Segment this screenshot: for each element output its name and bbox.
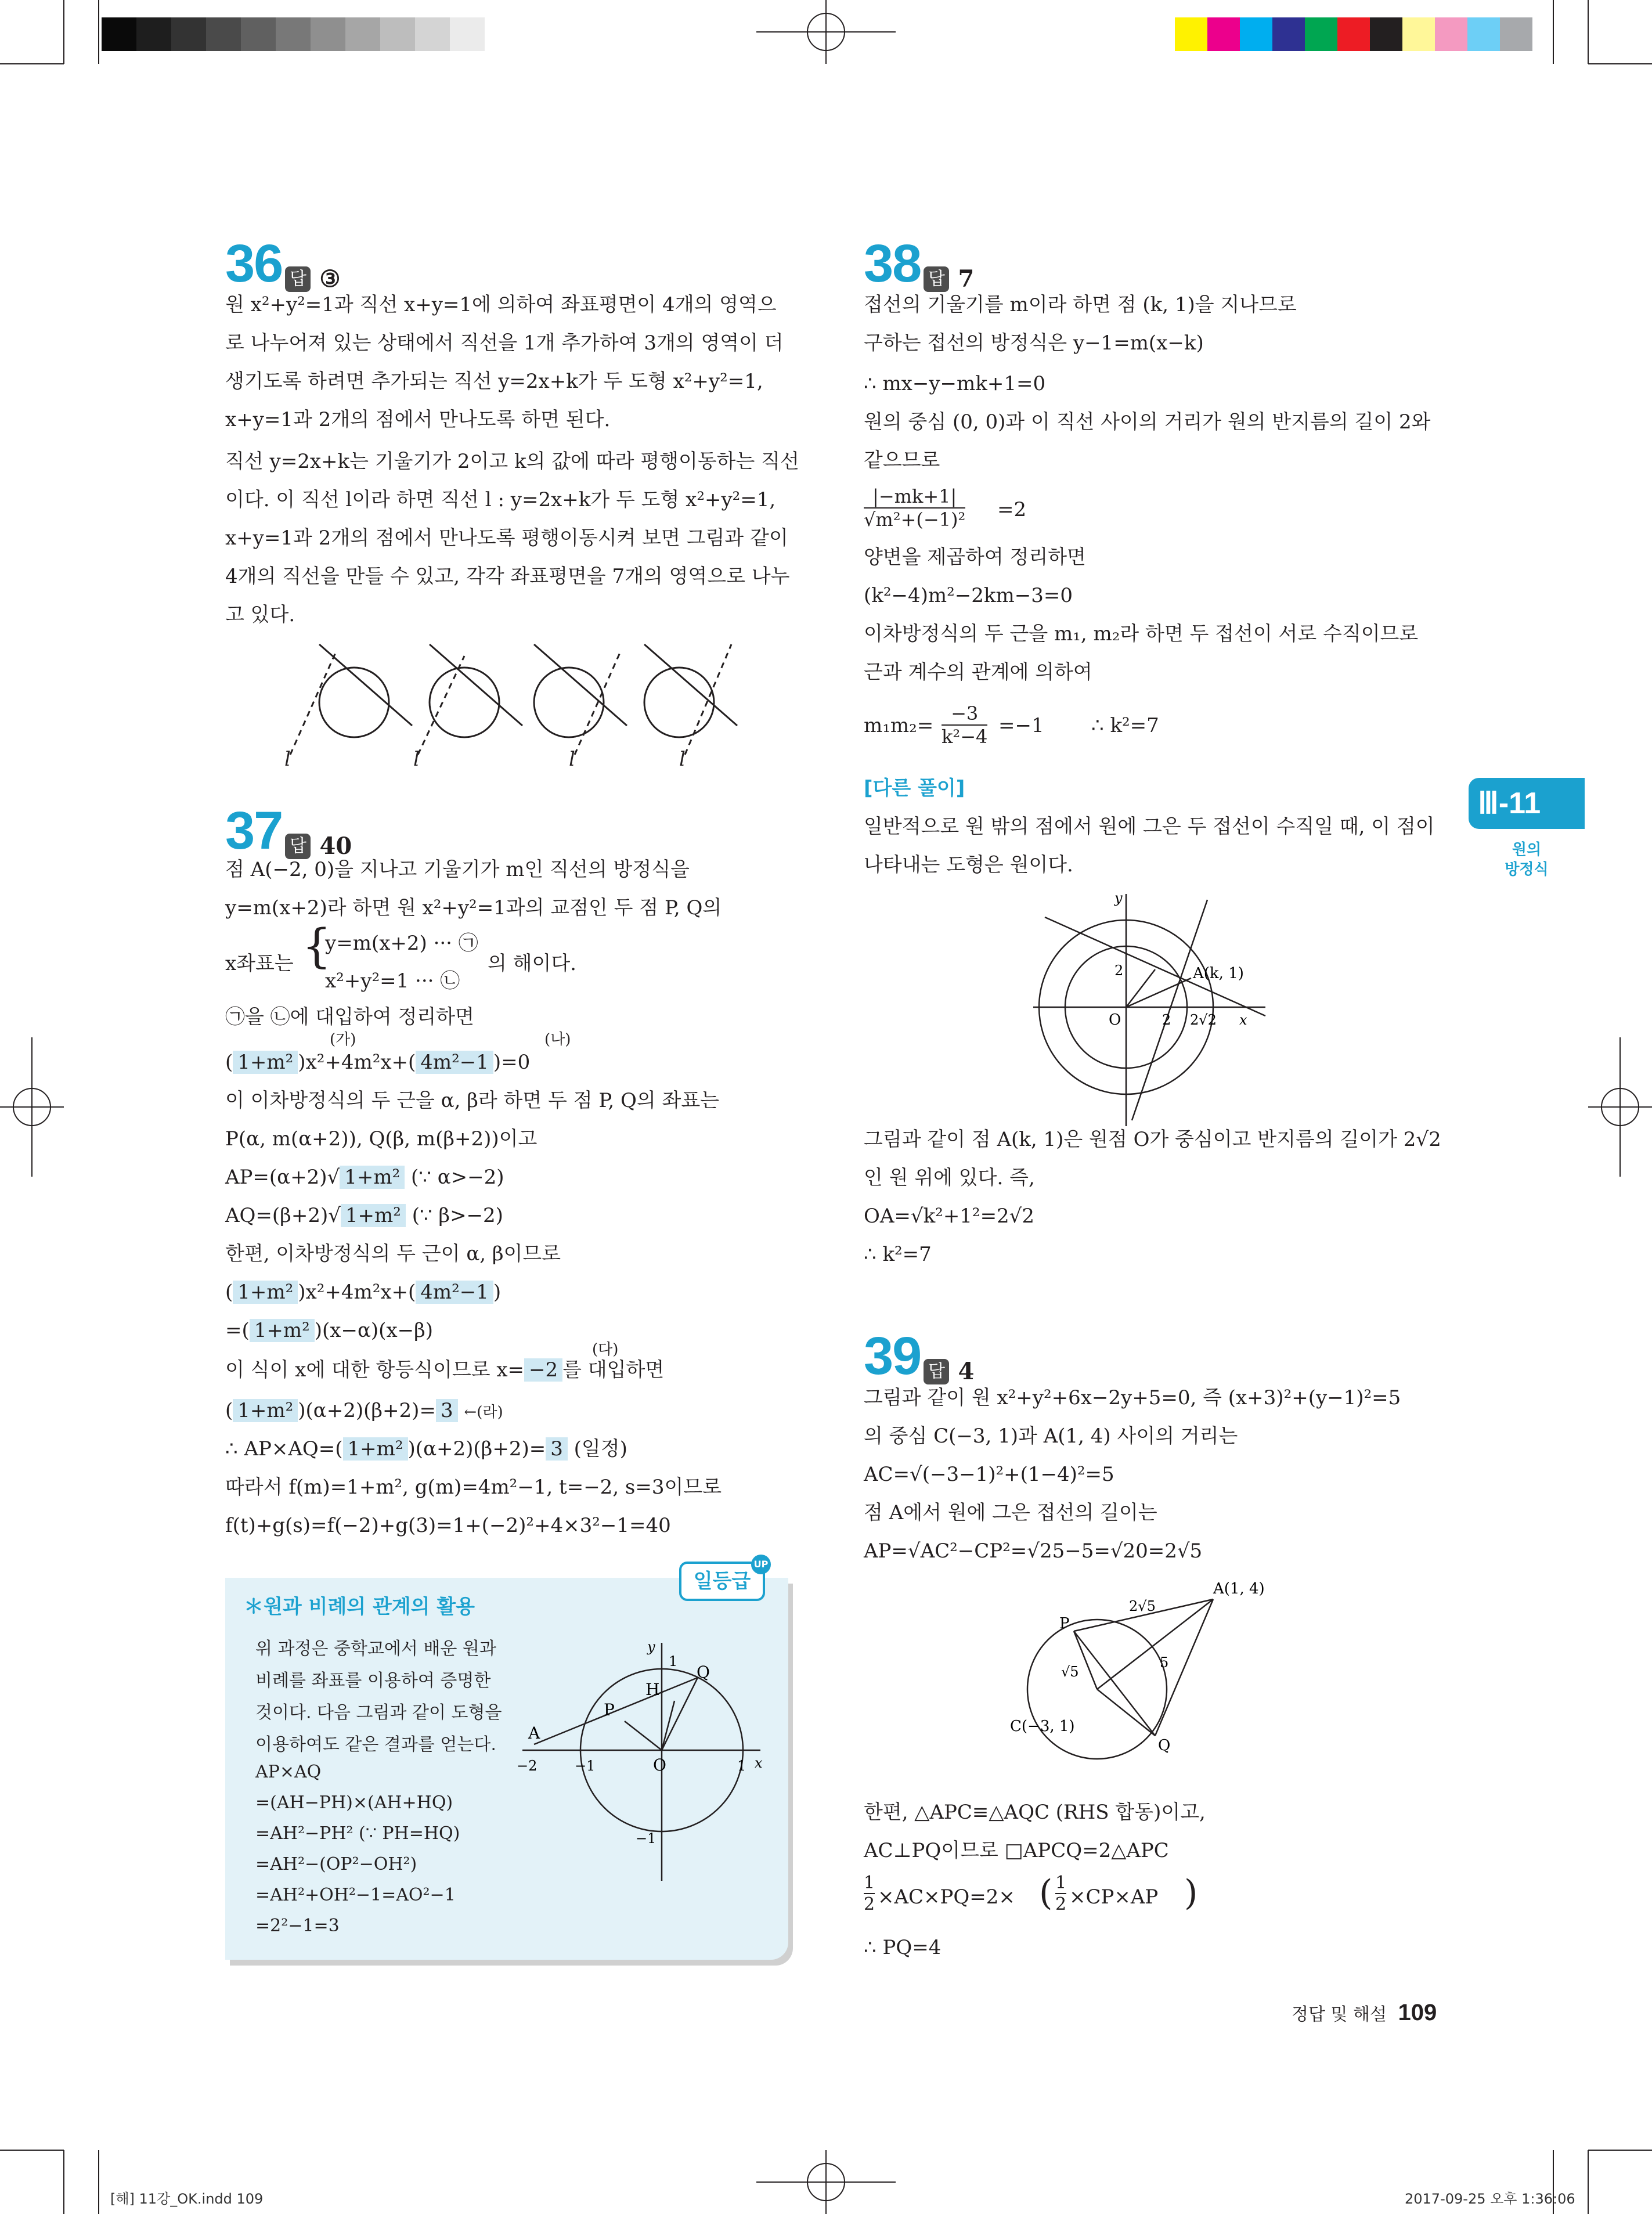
- tip-text: 이용하여도 같은 결과를 얻는다.: [255, 1735, 496, 1755]
- text-line: 4개의 직선을 만들 수 있고, 각각 좌표평면을 7개의 영역으로 나누: [225, 565, 790, 588]
- paren: ): [1184, 1873, 1198, 1913]
- math-line: ( 1+m² )x²+4m²x+( 4m²−1 )=0: [225, 1051, 531, 1074]
- chapter-label-line2: 방정식: [1505, 860, 1549, 878]
- fig-A: A(k, 1): [1193, 965, 1244, 982]
- text-line: 직선 y=2x+k는 기울기가 2이고 k의 값에 따라 평행이동하는 직선: [225, 450, 799, 473]
- fig-A: A(1, 4): [1213, 1580, 1265, 1598]
- slug-right: 2017-09-25 오후 1:36:06: [1405, 2191, 1575, 2207]
- slug-left: [해] 11강_OK.indd 109: [110, 2191, 264, 2207]
- text-line: f(t)+g(s)=f(−2)+g(3)=1+(−2)²+4×3²−1=40: [225, 1514, 671, 1537]
- tip-badge: 일등급 UP: [679, 1562, 765, 1601]
- tip-figure: [517, 1637, 772, 1892]
- figure-label: l: [413, 748, 420, 771]
- blank: 1+m²: [233, 1399, 298, 1422]
- math-line: 이 식이 x에 대한 항등식이므로 x= −2 를 대입하면: [225, 1358, 665, 1382]
- text-line: ∴ k²=7: [864, 1243, 932, 1266]
- tip-math: =2²−1=3: [255, 1916, 340, 1936]
- text-line: 고 있다.: [225, 603, 295, 626]
- fig-y: y: [647, 1639, 655, 1655]
- fig-P: P: [604, 1700, 615, 1719]
- text-line: ×AC×PQ=2×: [878, 1885, 1015, 1909]
- chapter-label-line1: 원의: [1512, 841, 1542, 859]
- question-number: 38: [864, 234, 921, 293]
- blank: 1+m²: [343, 1437, 408, 1461]
- text-line: 한편, 이차방정식의 두 근이 α, β이므로: [225, 1242, 561, 1265]
- blank: 1+m²: [341, 1204, 406, 1227]
- fig-label: 2√2: [1190, 1012, 1217, 1028]
- answer-value: ③: [319, 265, 341, 293]
- text-line: AC⊥PQ이므로 □APCQ=2△APC: [864, 1839, 1169, 1862]
- text-line: 근과 계수의 관계에 의하여: [864, 661, 1092, 684]
- figure-label: l: [284, 748, 291, 771]
- q39-header: [864, 1326, 975, 1386]
- fraction: [864, 485, 965, 531]
- fig-P: P: [1059, 1615, 1070, 1632]
- chapter-tab: Ⅲ-11: [1469, 778, 1585, 829]
- fig-y: y: [1114, 890, 1123, 906]
- tip-text: 비례를 좌표를 이용하여 증명한: [255, 1671, 491, 1691]
- answer-badge: 답: [924, 1359, 949, 1384]
- fig-label: 2: [1162, 1012, 1171, 1028]
- blank-da: −2: [524, 1358, 562, 1382]
- text-line: 원의 중심 (0, 0)과 이 직선 사이의 거리가 원의 반지름의 길이 2와: [864, 410, 1431, 434]
- fig-A: A: [528, 1723, 540, 1743]
- text-line: y=m(x+2)라 하면 원 x²+y²=1과의 교점인 두 점 P, Q의: [225, 896, 722, 920]
- tip-title: ＊원과 비례의 관계의 활용: [244, 1595, 475, 1618]
- fig-C: C(−3, 1): [1010, 1718, 1075, 1735]
- math-line: ∴ AP×AQ=( 1+m² )(α+2)(β+2)= 3 (일정): [225, 1437, 627, 1461]
- fraction: [1055, 1873, 1066, 1914]
- text-line: 일반적으로 원 밖의 점에서 원에 그은 두 접선이 수직일 때, 이 점이: [864, 815, 1435, 838]
- text-line: ∴ PQ=4: [864, 1936, 942, 1959]
- tip-math: =AH²−(OP²−OH²): [255, 1854, 417, 1874]
- text-line: 한편, △APC≡△AQC (RHS 합동)이고,: [864, 1801, 1206, 1824]
- text-line: 점 A(−2, 0)을 지나고 기울기가 m인 직선의 방정식을: [225, 858, 690, 881]
- paren: (: [1039, 1873, 1053, 1913]
- fig-tick: −1: [636, 1830, 657, 1847]
- frac-num: 1: [1055, 1873, 1067, 1893]
- tip-text: 것이다. 다음 그림과 같이 도형을: [255, 1703, 502, 1723]
- text-line: 의 중심 C(−3, 1)과 A(1, 4) 사이의 거리는: [864, 1425, 1238, 1448]
- fig-x: x: [1239, 1012, 1247, 1028]
- system-eq-2: x²+y²=1 ··· ㉡: [325, 969, 460, 993]
- text-line: =−1: [998, 714, 1044, 737]
- text-line: x좌표는: [225, 952, 294, 975]
- text-line: AC=√(−3−1)²+(1−4)²=5: [864, 1463, 1114, 1486]
- fig-H: H: [645, 1680, 660, 1699]
- fig-tick: 1: [669, 1653, 678, 1669]
- q39-figure: [1010, 1579, 1289, 1765]
- tip-text: 위 과정은 중학교에서 배운 원과: [255, 1639, 496, 1659]
- text-line: 이차방정식의 두 근을 m₁, m₂라 하면 두 접선이 서로 수직이므로: [864, 622, 1419, 646]
- alt-solution-title: [다른 풀이]: [864, 777, 965, 800]
- page-footer: [1292, 2000, 1437, 2026]
- blank: 3: [546, 1437, 568, 1461]
- frac-num: 1: [864, 1873, 875, 1893]
- text-line: m₁m₂=: [864, 714, 934, 737]
- figure-label: l: [679, 748, 686, 771]
- answer-value: 4: [958, 1358, 975, 1385]
- text-line: 양변을 제곱하여 정리하면: [864, 546, 1086, 569]
- figure-label: l: [569, 748, 575, 771]
- text-line: ×CP×AP: [1069, 1885, 1159, 1909]
- text-line: 따라서 f(m)=1+m², g(m)=4m²−1, t=−2, s=3이므로: [225, 1476, 722, 1499]
- blank: 1+m²: [233, 1281, 298, 1304]
- fig-tick: −1: [575, 1758, 596, 1774]
- math-line: ( 1+m² )x²+4m²x+( 4m²−1 ): [225, 1281, 502, 1304]
- text-line: 그림과 같이 원 x²+y²+6x−2y+5=0, 즉 (x+3)²+(y−1)²=5: [864, 1386, 1401, 1409]
- badge-sup: UP: [751, 1555, 771, 1574]
- text-line: =2: [997, 498, 1027, 521]
- math-line: =( 1+m² )(x−α)(x−β): [225, 1319, 434, 1342]
- answer-value: 7: [958, 265, 975, 293]
- frac-num: |−mk+1|: [864, 485, 965, 509]
- math-line: AP=(α+2)√ 1+m² (∵ α>−2): [225, 1166, 504, 1189]
- mark-label: ←(라): [464, 1404, 503, 1421]
- text-line: 점 A에서 원에 그은 접선의 길이는: [864, 1501, 1157, 1524]
- text-line: x+y=1과 2개의 점에서 만나도록 하면 된다.: [225, 408, 611, 431]
- tip-math: AP×AQ: [255, 1762, 322, 1782]
- blank: 4m²−1: [416, 1281, 493, 1304]
- system-eq-1: y=m(x+2) ··· ㉠: [325, 932, 478, 955]
- text-line: AP=√AC²−CP²=√25−5=√20=2√5: [864, 1539, 1203, 1563]
- footer-label: 정답 및 해설: [1292, 2004, 1387, 2025]
- q38-header: [864, 234, 975, 293]
- fig-label: 5: [1160, 1654, 1169, 1671]
- mark-label: (가): [330, 1031, 356, 1048]
- text-line: 나타내는 도형은 원이다.: [864, 853, 1073, 877]
- fraction: [942, 702, 987, 748]
- fig-x: x: [755, 1755, 763, 1771]
- frac-den: 2: [864, 1894, 875, 1914]
- q37-header: [225, 801, 352, 860]
- blank-ga: 1+m²: [233, 1051, 298, 1074]
- frac-den: 2: [1055, 1894, 1067, 1914]
- answer-badge: 답: [285, 266, 311, 292]
- page-number: 109: [1398, 2000, 1437, 2025]
- fig-label: 2: [1114, 962, 1124, 979]
- fig-tick: 1: [737, 1758, 746, 1774]
- text-line: 의 해이다.: [488, 952, 576, 975]
- text-line: (k²−4)m²−2km−3=0: [864, 584, 1073, 607]
- math-line: ( 1+m² )(α+2)(β+2)= 3 ←(라): [225, 1399, 503, 1422]
- text-line: 그림과 같이 점 A(k, 1)은 원점 O가 중심이고 반지름의 길이가 2√2: [864, 1128, 1441, 1151]
- text-line: 이다. 이 직선 l이라 하면 직선 l : y=2x+k가 두 도형 x²+y²=1,: [225, 488, 776, 511]
- frac-num: −3: [942, 702, 987, 726]
- tip-math: =AH²−PH² (∵ PH=HQ): [255, 1823, 460, 1844]
- fig-label: √5: [1061, 1664, 1079, 1680]
- fig-label: 2√5: [1129, 1598, 1156, 1614]
- answer-value: 40: [319, 832, 352, 860]
- question-number: 36: [225, 234, 283, 293]
- text-line: P(α, m(α+2)), Q(β, m(β+2))이고: [225, 1127, 538, 1151]
- q36-header: [225, 234, 341, 293]
- text-line: 접선의 기울기를 m이라 하면 점 (k, 1)을 지나므로: [864, 293, 1297, 316]
- frac-den: k²−4: [942, 726, 988, 748]
- text-line: 로 나누어져 있는 상태에서 직선을 1개 추가하여 3개의 영역이 더: [225, 331, 784, 355]
- tip-math: =(AH−PH)×(AH+HQ): [255, 1793, 453, 1813]
- text-line: 구하는 접선의 방정식은 y−1=m(x−k): [864, 331, 1204, 355]
- text-line: 원 x²+y²=1과 직선 x+y=1에 의하여 좌표평면이 4개의 영역으: [225, 293, 777, 316]
- mark-label: (나): [544, 1031, 571, 1048]
- blank-na: 4m²−1: [416, 1051, 493, 1074]
- text-line: 인 원 위에 있다. 즉,: [864, 1166, 1035, 1189]
- blank: 1+m²: [340, 1166, 405, 1189]
- mark-label: (다): [592, 1341, 619, 1358]
- chapter-label: [1486, 841, 1567, 880]
- text-line: OA=√k²+1²=2√2: [864, 1205, 1034, 1228]
- fig-Q: Q: [697, 1663, 710, 1682]
- q38-figure: [1033, 888, 1277, 1132]
- blank: 1+m²: [250, 1319, 315, 1342]
- text-line: x+y=1과 2개의 점에서 만나도록 평행이동시켜 보면 그림과 같이: [225, 527, 788, 550]
- fig-O: O: [653, 1755, 666, 1775]
- frac-den: √m²+(−1)²: [864, 509, 966, 531]
- math-line: AQ=(β+2)√ 1+m² (∵ β>−2): [225, 1204, 503, 1227]
- text-line: ㉠을 ㉡에 대입하여 정리하면: [225, 1005, 474, 1029]
- fig-Q: Q: [1158, 1737, 1171, 1754]
- text-line: ∴ mx−y−mk+1=0: [864, 372, 1046, 395]
- brace: {: [302, 919, 331, 973]
- text-line: ∴ k²=7: [1091, 714, 1159, 737]
- blank-ra: 3: [436, 1399, 458, 1422]
- text-line: 이 이차방정식의 두 근을 α, β라 하면 두 점 P, Q의 좌표는: [225, 1089, 720, 1112]
- answer-badge: 답: [285, 834, 311, 859]
- text-line: 같으므로: [864, 449, 940, 472]
- fig-O: O: [1109, 1011, 1121, 1029]
- text-line: 생기도록 하려면 추가되는 직선 y=2x+k가 두 도형 x²+y²=1,: [225, 370, 763, 393]
- fraction: [864, 1873, 875, 1914]
- question-number: 37: [225, 801, 283, 860]
- question-number: 39: [864, 1326, 921, 1386]
- answer-badge: 답: [924, 266, 949, 292]
- fig-tick: −2: [517, 1758, 538, 1774]
- tip-math: =AH²+OH²−1=AO²−1: [255, 1885, 456, 1905]
